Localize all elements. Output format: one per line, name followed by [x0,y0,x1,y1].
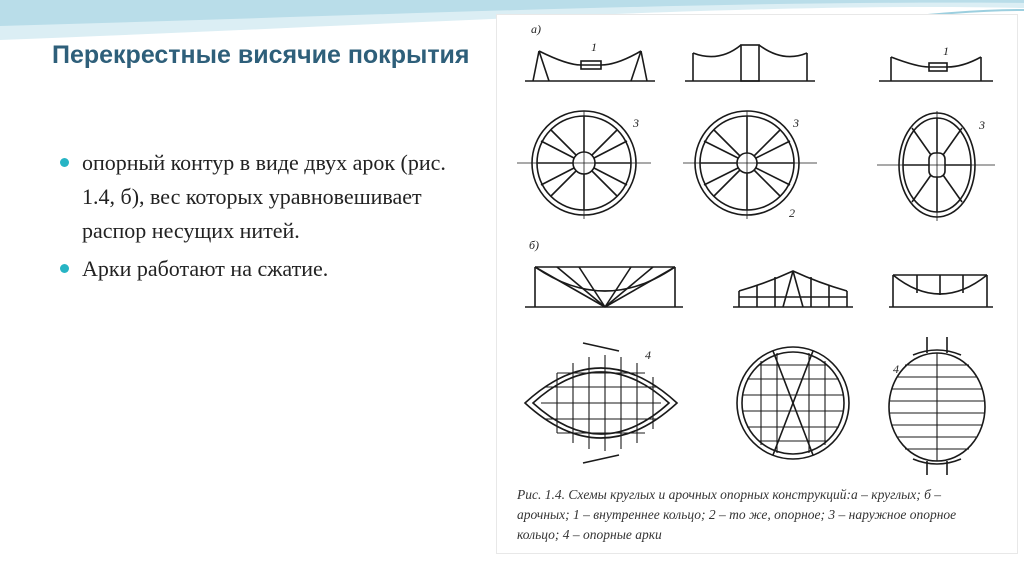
arch-plan-horizontal-lines [889,337,985,475]
label-3-circle2: 3 [793,116,799,130]
figure-panel [496,14,1018,554]
elevation-a1 [525,51,655,81]
arch-plan-circle-grid [737,347,849,459]
label-1-a1: 1 [591,40,597,54]
bullet-list [60,146,480,290]
circle-plan-1 [517,111,651,219]
arch-elevation-b2 [733,271,853,307]
arch-plan-lens [525,343,677,463]
bullet-dot-icon [60,264,69,273]
elevation-a2 [685,45,815,81]
bullet-item [60,146,480,248]
bullet-item [60,252,480,286]
label-3-ellipse: 3 [979,118,985,132]
label-4-lens: 4 [645,348,651,362]
ellipse-plan-3 [877,111,995,221]
elevation-a3 [879,57,993,81]
bullet-dot-icon [60,158,69,167]
arch-elevation-b1 [525,267,683,307]
structural-schemes-drawing [497,15,1017,553]
label-2-circle2: 2 [789,206,795,220]
section-b-label: б) [529,238,540,252]
label-4-horizontal: 4 [893,362,899,376]
label-3-circle1: 3 [633,116,639,130]
label-1-a3: 1 [943,44,949,58]
bullet-text: опорный контур в виде двух арок (рис. 1.4, б), вес которых уравновешивает распор несущих нитей. [82,150,446,243]
bullet-text: Арки работают на сжатие. [82,256,329,281]
slide-title: Перекрестные висячие покрытия [52,41,470,69]
arch-elevation-b3 [889,275,993,307]
section-a-label: а) [531,22,541,36]
figure-caption: Рис. 1.4. Схемы круглых и арочных опорных конструкций:а – круглых; б – арочных; 1 – внутреннее кольцо; 2 – то же, опорное; 3 – наружное опорное кольцо; 4 – опорные арки [517,487,957,542]
